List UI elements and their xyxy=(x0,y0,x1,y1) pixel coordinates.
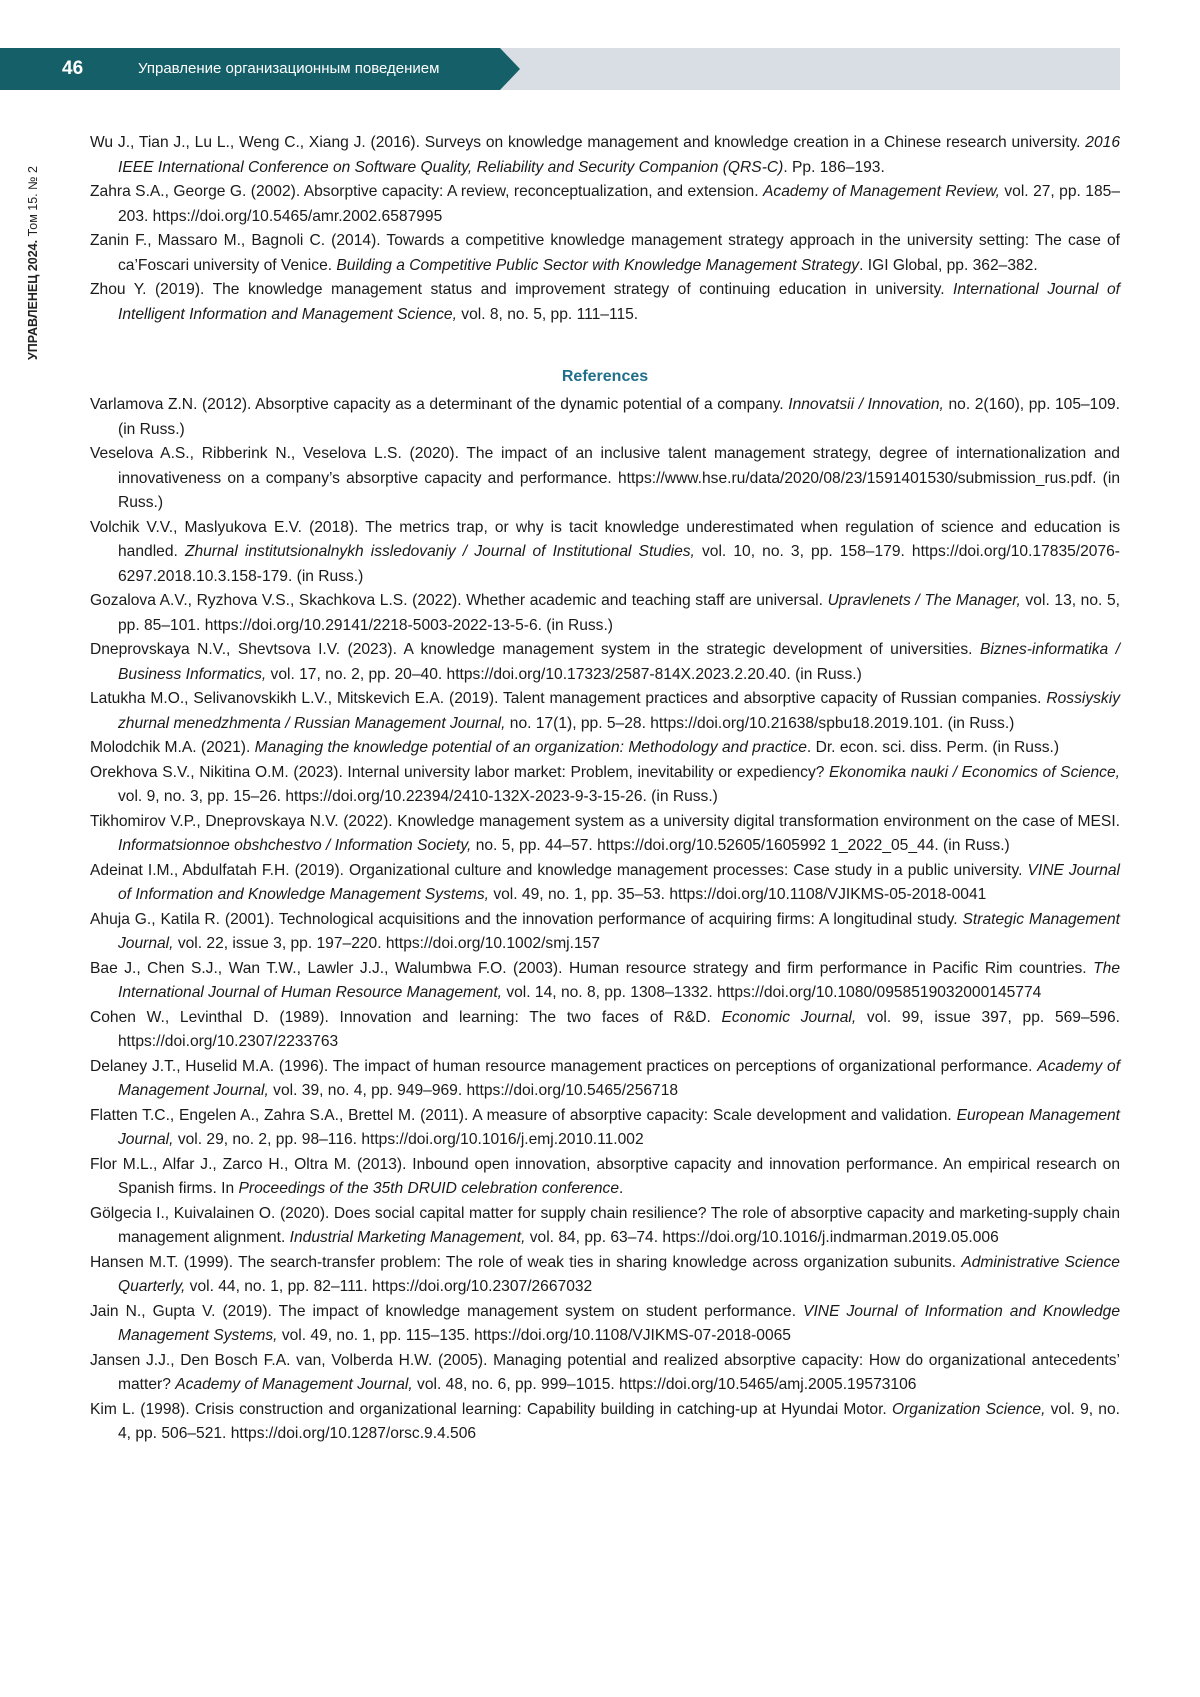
ref-text: Zahra S.A., George G. (2002). Absorptive capacity: A review, reconceptualization, and extension. xyxy=(90,183,763,200)
ref-source: Industrial Marketing Management, xyxy=(290,1229,526,1246)
ref-details: vol. 44, no. 1, pp. 82–111. https://doi.org/10.2307/2667032 xyxy=(185,1278,592,1295)
reference-entry xyxy=(90,736,1120,761)
ref-details: vol. 22, issue 3, pp. 197–220. https://doi.org/10.1002/smj.157 xyxy=(173,935,600,952)
ref-source: Ekonomika nauki / Economics of Science, xyxy=(829,764,1120,781)
ref-details: vol. 84, pp. 63–74. https://doi.org/10.1016/j.indmarman.2019.05.006 xyxy=(525,1229,998,1246)
ref-details: vol. 14, no. 8, pp. 1308–1332. https://doi.org/10.1080/0958519032000145774 xyxy=(502,984,1041,1001)
reference-entry xyxy=(90,442,1120,516)
ref-details: vol. 99, issue 397, pp. 569–596. https://doi.org/10.2307/2233763 xyxy=(118,1009,1120,1051)
ref-source: 2016 IEEE International Conference on Software Quality, Reliability and Security Companion (QRS-C) xyxy=(118,134,1120,176)
ref-text: Molodchik M.A. (2021). xyxy=(90,739,255,756)
ref-text: Ahuja G., Katila R. (2001). Technological acquisitions and the innovation performance of acquiring firms: A longitudinal study. xyxy=(90,911,963,928)
ref-text: Gölgecia I., Kuivalainen O. (2020). Does social capital matter for supply chain resilience? The role of absorptive capacity and marketing-supply chain management alignment. xyxy=(90,1205,1120,1247)
reference-entry xyxy=(90,1006,1120,1055)
side-journal-volume: Том 15. № 2 xyxy=(26,166,40,240)
ref-source: Academy of Management Review, xyxy=(763,183,1000,200)
ref-text: Veselova A.S., Ribberink N., Veselova L.S. (2020). The impact of an inclusive talent management strategy, degree of internationalization and innovativeness on a company’s absorptive capacity and performance. https://www.hse.ru/data/2020/08/23/1591401530/submission_rus.pdf. (in Russ.) xyxy=(90,445,1120,511)
reference-entry xyxy=(90,908,1120,957)
ref-source: Academy of Management Journal, xyxy=(118,1058,1120,1100)
ref-details: vol. 9, no. 4, pp. 506–521. https://doi.org/10.1287/orsc.9.4.506 xyxy=(118,1401,1120,1443)
reference-entry xyxy=(90,1349,1120,1398)
reference-entry xyxy=(90,1153,1120,1202)
side-journal-label xyxy=(23,120,43,360)
ref-text: Cohen W., Levinthal D. (1989). Innovation and learning: The two faces of R&D. xyxy=(90,1009,722,1026)
ref-details: vol. 9, no. 3, pp. 15–26. https://doi.org/10.22394/2410-132X-2023-9-3-15-26. (in Russ.) xyxy=(118,788,718,805)
ref-details: . xyxy=(619,1180,623,1197)
reference-entry xyxy=(90,638,1120,687)
ref-details: vol. 49, no. 1, pp. 35–53. https://doi.org/10.1108/VJIKMS-05-2018-0041 xyxy=(489,886,986,903)
ref-source: Administrative Science Quarterly, xyxy=(118,1254,1120,1296)
reference-entry xyxy=(90,687,1120,736)
ref-source: VINE Journal of Information and Knowledge Management Systems, xyxy=(118,862,1120,904)
ref-details: vol. 8, no. 5, pp. 111–115. xyxy=(457,306,638,323)
ref-details: vol. 49, no. 1, pp. 115–135. https://doi.org/10.1108/VJIKMS-07-2018-0065 xyxy=(277,1327,791,1344)
reference-entry xyxy=(90,1398,1120,1447)
ref-source: Innovatsii / Innovation, xyxy=(788,396,944,413)
reference-entry xyxy=(90,131,1120,180)
ref-text: Jansen J.J., Den Bosch F.A. van, Volberda H.W. (2005). Managing potential and realized absorptive capacity: How do organizational antecedents’ matter? xyxy=(90,1352,1120,1394)
ref-text: Kim L. (1998). Crisis construction and organizational learning: Capability building in catching-up at Hyundai Motor. xyxy=(90,1401,892,1418)
ref-source: Managing the knowledge potential of an organization: Methodology and practice xyxy=(255,739,807,756)
ref-source: Organization Science, xyxy=(892,1401,1045,1418)
ref-text: Zhou Y. (2019). The knowledge management status and improvement strategy of continuing education in university. xyxy=(90,281,953,298)
ref-text: Volchik V.V., Maslyukova E.V. (2018). The metrics trap, or why is tacit knowledge underestimated when regulation of science and education is handled. xyxy=(90,519,1120,561)
side-journal-name: УПРАВЛЕНЕЦ 2024. xyxy=(26,240,40,360)
page-number: 46 xyxy=(62,48,83,90)
ref-text: Varlamova Z.N. (2012). Absorptive capacity as a determinant of the dynamic potential of a company. xyxy=(90,396,788,413)
ref-text: Tikhomirov V.P., Dneprovskaya N.V. (2022). Knowledge management system as a university digital transformation environment on the case of MESI. xyxy=(90,813,1120,830)
ref-text: Flatten T.C., Engelen A., Zahra S.A., Brettel M. (2011). A measure of absorptive capacity: Scale development and validation. xyxy=(90,1107,957,1124)
reference-entry xyxy=(90,589,1120,638)
reference-entry xyxy=(90,957,1120,1006)
ref-details: . IGI Global, pp. 362–382. xyxy=(859,257,1038,274)
running-title: Управление организационным поведением xyxy=(138,48,439,90)
ref-details: no. 2(160), pp. 105–109. (in Russ.) xyxy=(118,396,1120,438)
ref-text: Dneprovskaya N.V., Shevtsova I.V. (2023). A knowledge management system in the strategic development of universities. xyxy=(90,641,980,658)
reference-entry xyxy=(90,229,1120,278)
ref-text: Delaney J.T., Huselid M.A. (1996). The impact of human resource management practices on perceptions of organizational performance. xyxy=(90,1058,1037,1075)
ref-details: vol. 17, no. 2, pp. 20–40. https://doi.org/10.17323/2587-814X.2023.2.20.40. (in Russ.) xyxy=(266,666,862,683)
ref-text: Bae J., Chen S.J., Wan T.W., Lawler J.J., Walumbwa F.O. (2003). Human resource strategy and firm performance in Pacific Rim countries. xyxy=(90,960,1093,977)
reference-entry xyxy=(90,278,1120,327)
ref-details: no. 5, pp. 44–57. https://doi.org/10.52605/1605992 1_2022_05_44. (in Russ.) xyxy=(471,837,1009,854)
ref-source: Upravlenets / The Manager, xyxy=(828,592,1021,609)
ref-details: . Pp. 186–193. xyxy=(783,159,884,176)
ref-details: vol. 48, no. 6, pp. 999–1015. https://doi.org/10.5465/amj.2005.19573106 xyxy=(413,1376,917,1393)
ref-details: vol. 13, no. 5, pp. 85–101. https://doi.org/10.29141/2218-5003-2022-13-5-6. (in Russ.) xyxy=(118,592,1120,634)
ref-source: Proceedings of the 35th DRUID celebration conference xyxy=(238,1180,619,1197)
ref-text: Wu J., Tian J., Lu L., Weng C., Xiang J. (2016). Surveys on knowledge management and knowledge creation in a Chinese research university. xyxy=(90,134,1085,151)
reference-entry xyxy=(90,1300,1120,1349)
ref-source: VINE Journal of Information and Knowledge Management Systems, xyxy=(118,1303,1120,1345)
ref-source: Rossiyskiy zhurnal menedzhmenta / Russian Management Journal, xyxy=(118,690,1120,732)
references-list xyxy=(90,393,1120,1447)
ref-source: Biznes-informatika / Business Informatics, xyxy=(118,641,1120,683)
references-heading: References xyxy=(90,365,1120,389)
ref-details: vol. 39, no. 4, pp. 949–969. https://doi.org/10.5465/256718 xyxy=(269,1082,678,1099)
ref-source: Academy of Management Journal, xyxy=(175,1376,413,1393)
reference-entry xyxy=(90,1202,1120,1251)
reference-entry xyxy=(90,761,1120,810)
ref-source: The International Journal of Human Resource Management, xyxy=(118,960,1120,1002)
ref-text: Hansen M.T. (1999). The search-transfer problem: The role of weak ties in sharing knowledge across organization subunits. xyxy=(90,1254,961,1271)
ref-source: Zhurnal institutsionalnykh issledovaniy / Journal of Institutional Studies, xyxy=(185,543,695,560)
ref-source: Informatsionnoe obshchestvo / Information Society, xyxy=(118,837,471,854)
ref-text: Gozalova A.V., Ryzhova V.S., Skachkova L.S. (2022). Whether academic and teaching staff are universal. xyxy=(90,592,828,609)
ref-text: Orekhova S.V., Nikitina O.M. (2023). Internal university labor market: Problem, inevitability or expediency? xyxy=(90,764,829,781)
ref-source: International Journal of Intelligent Information and Management Science, xyxy=(118,281,1120,323)
reference-entry xyxy=(90,1055,1120,1104)
ref-details: vol. 27, pp. 185–203. https://doi.org/10.5465/amr.2002.6587995 xyxy=(118,183,1120,225)
ref-text: Jain N., Gupta V. (2019). The impact of knowledge management system on student performance. xyxy=(90,1303,803,1320)
reference-content xyxy=(90,131,1120,1447)
reference-entry xyxy=(90,1251,1120,1300)
ref-source: Strategic Management Journal, xyxy=(118,911,1120,953)
ref-details: vol. 10, no. 3, pp. 158–179. https://doi.org/10.17835/2076-6297.2018.10.3.158-179. (in Russ.) xyxy=(118,543,1120,585)
ref-source: European Management Journal, xyxy=(118,1107,1120,1149)
reference-entry xyxy=(90,516,1120,590)
reference-entry xyxy=(90,810,1120,859)
ref-source: Building a Competitive Public Sector with Knowledge Management Strategy xyxy=(336,257,859,274)
ref-text: Zanin F., Massaro M., Bagnoli C. (2014). Towards a competitive knowledge management strategy approach in the university setting: The case of ca’Foscari university of Venice. xyxy=(90,232,1120,274)
ref-details: . Dr. econ. sci. diss. Perm. (in Russ.) xyxy=(807,739,1059,756)
ref-text: Adeinat I.M., Abdulfatah F.H. (2019). Organizational culture and knowledge management processes: Case study in a public university. xyxy=(90,862,1027,879)
reference-entry xyxy=(90,859,1120,908)
ref-details: vol. 29, no. 2, pp. 98–116. https://doi.org/10.1016/j.emj.2010.11.002 xyxy=(173,1131,643,1148)
reference-entry xyxy=(90,1104,1120,1153)
reference-entry xyxy=(90,180,1120,229)
top-reference-list xyxy=(90,131,1120,327)
ref-text: Latukha M.O., Selivanovskikh L.V., Mitskevich E.A. (2019). Talent management practices and absorptive capacity of Russian companies. xyxy=(90,690,1046,707)
ref-details: no. 17(1), pp. 5–28. https://doi.org/10.21638/spbu18.2019.101. (in Russ.) xyxy=(505,715,1014,732)
reference-entry xyxy=(90,393,1120,442)
ref-source: Economic Journal, xyxy=(722,1009,857,1026)
ref-text: Flor M.L., Alfar J., Zarco H., Oltra M. (2013). Inbound open innovation, absorptive capacity and innovation performance. An empirical research on Spanish firms. In xyxy=(90,1156,1120,1198)
